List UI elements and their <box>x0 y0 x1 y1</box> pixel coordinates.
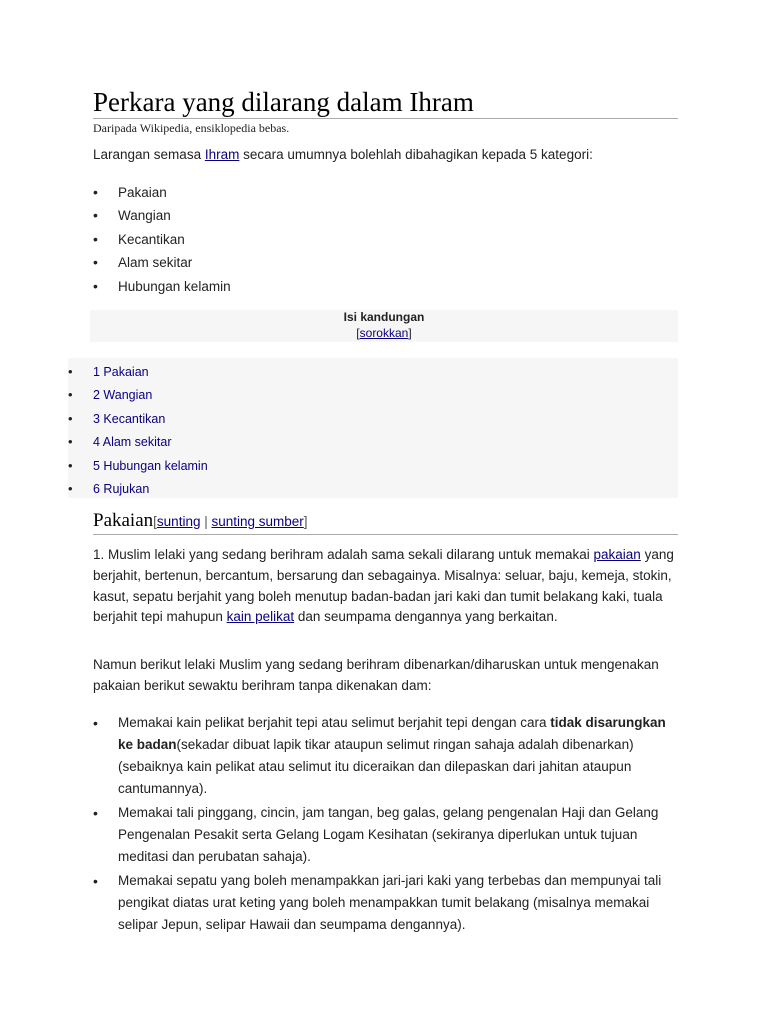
edit-bracket-open: [ <box>153 514 157 529</box>
point-2-text: Memakai tali pinggang, cincin, jam tangan, beg galas, gelang pengenalan Haji dan Gelang Pengenalan Pesakit serta Gelang Logam Kesihatan (sekiranya diperlukan untuk tujuan meditasi dan perubatan sahaja). <box>118 805 659 864</box>
page-title: Perkara yang dilarang dalam Ihram <box>93 86 678 119</box>
paragraph-2: Namun berikut lelaki Muslim yang sedang berihram dibenarkan/diharuskan untuk mengenakan pakaian berikut sewaktu berihram tanpa dikenakan dam: <box>93 657 659 693</box>
para1-text-2: yang berjahit, bertenun, bercantum, bersarung dan sebagainya. Misalnya: seluar, baju, kemeja, stokin, kasut, sepatu berjahit yang boleh menutup badan-badan jari kaki dan tumit belakang kaki, tuala berjahit tepi mahupun <box>93 547 674 625</box>
toc-link-rujukan[interactable]: 6 Rujukan <box>93 481 150 496</box>
pakaian-link[interactable]: pakaian <box>593 547 641 562</box>
toc-item <box>68 388 208 411</box>
intro-text-after: secara umumnya bolehlah dibahagikan kepada 5 kategori: <box>239 147 593 162</box>
section-edit-links <box>153 514 307 529</box>
edit-bracket-close: ] <box>303 514 308 529</box>
point-1-text-2: (sekadar dibuat lapik tikar ataupun selimut ringan sahaja adalah dibenarkan) (sebaiknya kain pelikat atau selimut itu diceraikan dan dilepaskan dari jahitan ataupun cantumannya). <box>118 737 634 796</box>
toc-bracket-close: ] <box>408 326 412 340</box>
point-1-bold: tidak disarungkan ke badan <box>118 715 666 752</box>
allowed-item <box>93 712 678 800</box>
category-item: • Kecantikan <box>93 232 231 255</box>
toc-link-wangian[interactable]: 2 Wangian <box>93 388 153 403</box>
section-heading-pakaian <box>93 510 678 535</box>
intro-text-before: Larangan semasa <box>93 147 205 162</box>
paragraph-1 <box>93 545 678 628</box>
toc-item <box>68 435 208 458</box>
allowed-item <box>93 802 678 868</box>
page-subtitle: Daripada Wikipedia, ensiklopedia bebas. <box>93 121 290 135</box>
point-3-text: Memakai sepatu yang boleh menampakkan jari-jari kaki yang terbebas dan mempunyai tali pengikat diatas urat keting yang boleh menampakkan tumit belakang (misalnya memakai selipar Jepun, selipar Hawaii dan seumpama dengannya). <box>118 873 662 932</box>
ihram-link[interactable]: Ihram <box>204 147 240 162</box>
toc-link-alam-sekitar[interactable]: 4 Alam sekitar <box>93 435 172 450</box>
category-item: • Hubungan kelamin <box>93 279 231 302</box>
edit-link[interactable]: sunting <box>156 514 201 529</box>
category-list <box>93 185 231 302</box>
toc-bracket-open: [ <box>356 326 360 340</box>
allowed-item <box>93 870 678 936</box>
intro-paragraph <box>93 147 593 162</box>
edit-separator: | <box>200 514 212 529</box>
category-item: • Wangian <box>93 208 231 231</box>
toc-item <box>68 459 208 482</box>
allowed-items-list <box>93 712 678 938</box>
point-1-text: Memakai kain pelikat berjahit tepi atau selimut berjahit tepi dengan cara <box>118 715 551 730</box>
toc-list <box>68 365 208 505</box>
para1-text-3: dan seumpama dengannya yang berkaitan. <box>294 609 558 625</box>
category-item: • Pakaian <box>93 185 231 208</box>
section-heading-text: Pakaian <box>93 510 154 531</box>
toc-title: Isi kandungan <box>343 310 425 324</box>
toc-item <box>68 412 208 435</box>
toc-header <box>90 310 678 342</box>
toc-link-pakaian[interactable]: 1 Pakaian <box>93 365 149 379</box>
toc-link-kecantikan[interactable]: 3 Kecantikan <box>93 411 166 426</box>
toc-hide-control <box>90 325 678 342</box>
toc-item <box>68 365 208 388</box>
edit-source-link[interactable]: sunting sumber <box>211 514 304 529</box>
toc-hide-link[interactable]: sorokkan <box>359 326 409 340</box>
category-item: • Alam sekitar <box>93 255 231 278</box>
para1-text-1: 1. Muslim lelaki yang sedang berihram adalah sama sekali dilarang untuk memakai <box>93 547 594 562</box>
kain-pelikat-link[interactable]: kain pelikat <box>226 609 295 625</box>
toc-link-hubungan-kelamin[interactable]: 5 Hubungan kelamin <box>93 458 208 473</box>
toc-item <box>68 482 208 505</box>
